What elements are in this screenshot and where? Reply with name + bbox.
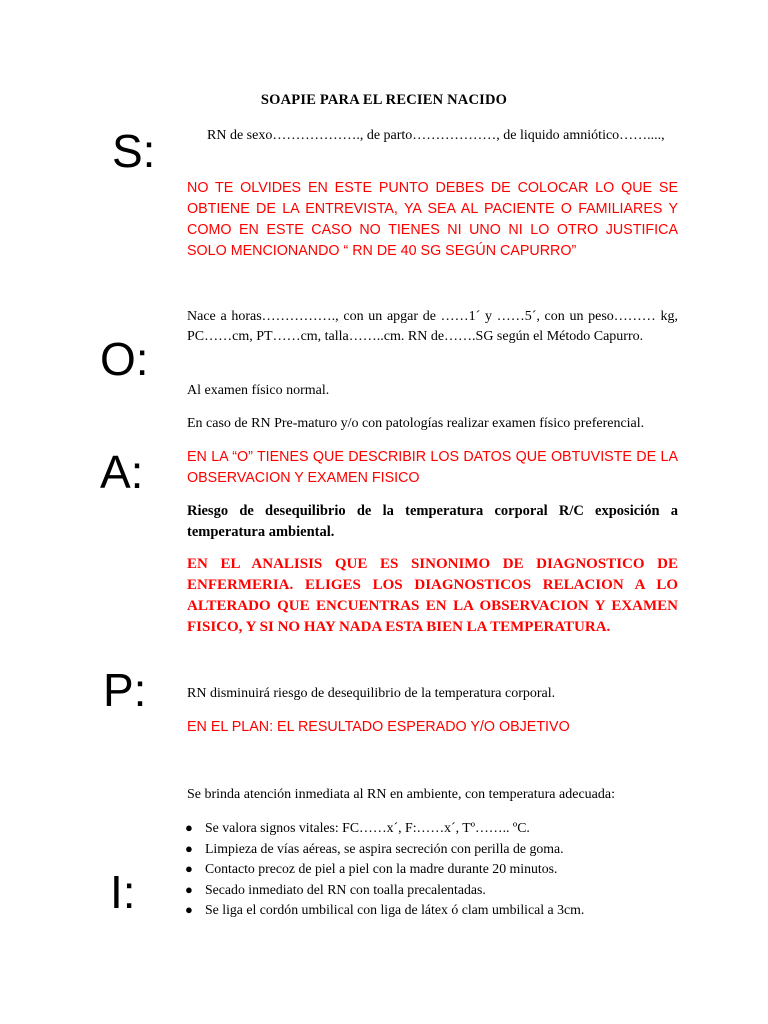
section-letter-p: P: <box>103 664 147 716</box>
objective-text: Nace a horas……………., con un apgar de ……1´ y ……5´, con un peso……… kg, PC……cm, PT……cm, talla……..cm. RN de…….SG según el Método Capurro. <box>187 309 678 344</box>
intervention-intro: Se brinda atención inmediata al RN en ambiente, con temperatura adecuada: <box>187 787 615 802</box>
section-letter-a: A: <box>100 446 144 498</box>
plan-note: EN EL PLAN: EL RESULTADO ESPERADO Y/O OBJETIVO <box>187 719 570 735</box>
section-letter-s: S: <box>112 125 156 177</box>
analysis-note: EN EL ANALISIS QUE ES SINONIMO DE DIAGNOSTICO DE ENFERMERIA. ELIGES LOS DIAGNOSTICOS RELACION A LO ALTERADO QUE ENCUENTRAS EN LA OBSERVACION Y EXAMEN FISICO, Y SI NO HAY NADA ESTA BIEN LA TEMPERATURA. <box>187 556 678 635</box>
subjective-text: RN de sexo………………., de parto………………, de liquido amniótico……...., <box>207 128 665 143</box>
list-item: ● Secado inmediato del RN con toalla precalentadas. <box>184 880 684 901</box>
list-item: ● Limpieza de vías aéreas, se aspira secreción con perilla de goma. <box>184 839 684 860</box>
document-title: SOAPIE PARA EL RECIEN NACIDO <box>260 92 508 108</box>
bullet-icon: ● <box>185 902 193 917</box>
list-item: ● Contacto precoz de piel a piel con la madre durante 20 minutos. <box>184 859 684 880</box>
bullet-icon: ● <box>185 861 193 876</box>
intervention-list <box>184 818 684 921</box>
list-item: ● Se liga el cordón umbilical con liga de látex ó clam umbilical a 3cm. <box>184 900 684 921</box>
section-letter-o: O: <box>100 333 149 385</box>
bullet-icon: ● <box>185 820 193 835</box>
section-letter-i: I: <box>110 866 136 918</box>
bullet-icon: ● <box>185 881 193 897</box>
objective-note: EN LA “O” TIENES QUE DESCRIBIR LOS DATOS QUE OBTUVISTE DE LA OBSERVACION Y EXAMEN FISICO <box>187 449 678 486</box>
subjective-note: NO TE OLVIDES EN ESTE PUNTO DEBES DE COLOCAR LO QUE SE OBTIENE DE LA ENTREVISTA, YA SEA AL PACIENTE O FAMILIARES Y COMO EN ESTE CASO NO TIENES NI UNO NI LO OTRO JUSTIFICA SOLO MENCIONANDO “ RN DE 40 SG SEGÚN CAPURRO” <box>187 180 678 259</box>
objective-premature: En caso de RN Pre-maturo y/o con patologías realizar examen físico preferencial. <box>187 416 645 431</box>
analysis-diagnosis: Riesgo de desequilibrio de la temperatura corporal R/C exposición a temperatura ambiental. <box>187 503 678 540</box>
list-item: ● Se valora signos vitales: FC……x´, F:……x´, Tº…….. ºC. <box>184 818 684 839</box>
plan-text: RN disminuirá riesgo de desequilibrio de la temperatura corporal. <box>187 686 556 701</box>
objective-exam: Al examen físico normal. <box>187 383 330 398</box>
bullet-icon: ● <box>185 840 193 856</box>
